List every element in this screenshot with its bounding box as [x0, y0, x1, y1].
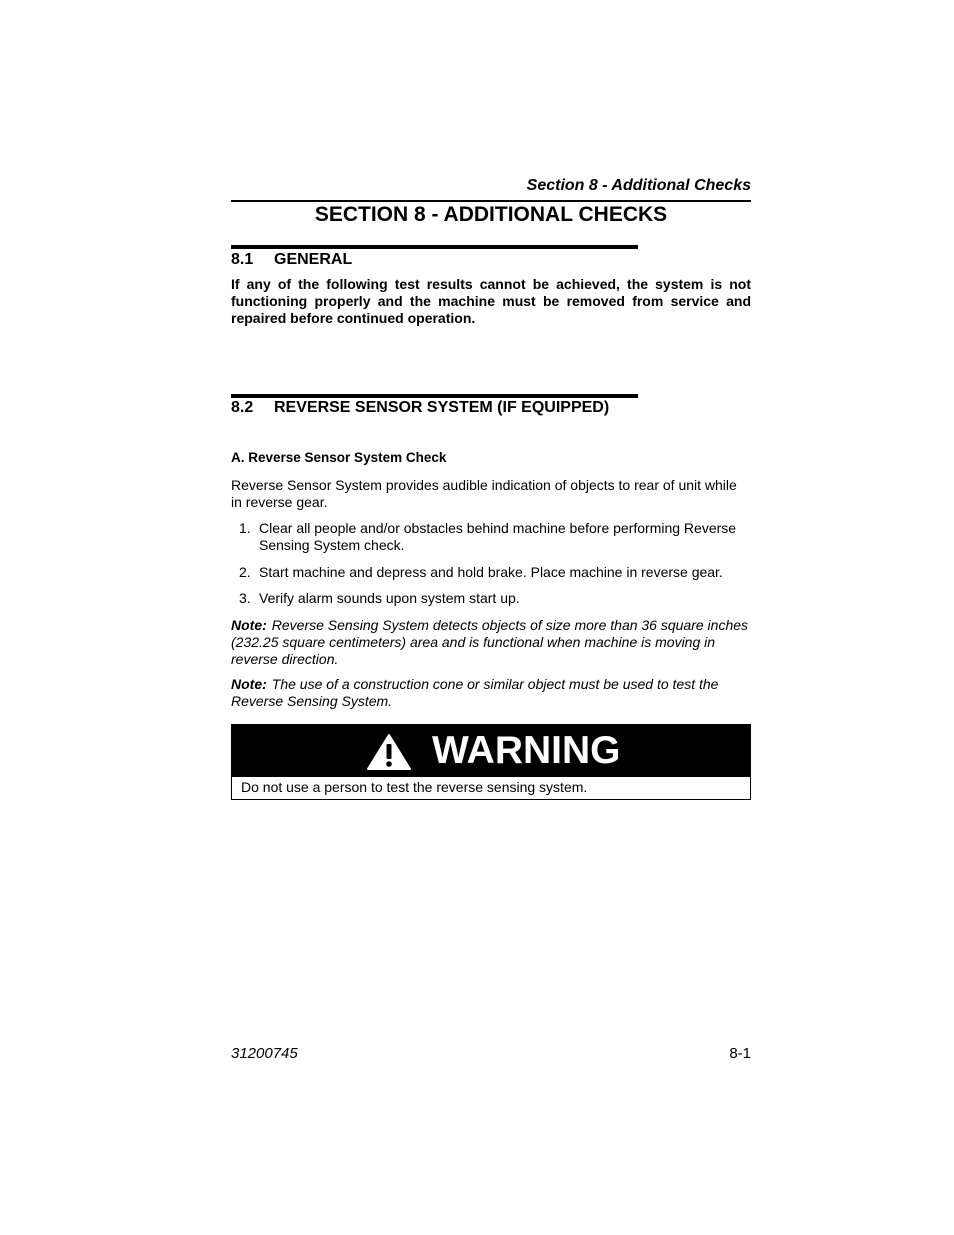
step-text: Clear all people and/or obstacles behind machine before performing Reverse Sensing System check. [259, 520, 737, 553]
warning-message: Do not use a person to test the reverse sensing system. [241, 779, 588, 795]
note-text: Reverse Sensing System detects objects of size more than 36 square inches (232.25 square centimeters) area and is functional when machine is moving in reverse direction. [231, 617, 749, 667]
step-text: Start machine and depress and hold brake. Place machine in reverse gear. [259, 564, 723, 580]
warning-triangle-icon [366, 733, 412, 771]
note-1 [231, 617, 751, 668]
step-number: 1. [239, 520, 251, 536]
section-8-2-rule [231, 394, 638, 398]
section-8-1-title: GENERAL [274, 251, 353, 268]
note-2 [231, 676, 751, 710]
list-item [231, 520, 751, 554]
note-label: Note: [231, 676, 267, 692]
section-8-2-heading [231, 399, 609, 417]
section-8-2-number: 8.2 [231, 399, 254, 416]
section-8-1-heading [231, 251, 352, 269]
step-text: Verify alarm sounds upon system start up. [259, 590, 520, 606]
step-number: 3. [239, 590, 251, 606]
header-rule [231, 200, 751, 202]
warning-banner [232, 725, 750, 777]
step-number: 2. [239, 564, 251, 580]
list-item [231, 590, 751, 607]
intro-paragraph: Reverse Sensor System provides audible indication of objects to rear of unit while in reverse gear. [231, 477, 737, 510]
general-paragraph: If any of the following test results cannot be achieved, the system is not functioning properly and the machine must be removed from service and repaired before continued operation. [231, 276, 751, 326]
subsection-heading: A. Reverse Sensor System Check [231, 450, 447, 465]
list-item [231, 564, 751, 581]
footer-doc-number: 31200745 [231, 1045, 298, 1062]
warning-title: WARNING [432, 729, 621, 772]
running-header: Section 8 - Additional Checks [526, 177, 751, 194]
section-8-2-title: REVERSE SENSOR SYSTEM (IF EQUIPPED) [274, 399, 610, 416]
page-title: SECTION 8 - ADDITIONAL CHECKS [314, 203, 668, 226]
note-text: The use of a construction cone or similar object must be used to test the Reverse Sensing System. [231, 676, 719, 709]
footer-page-number: 8-1 [729, 1045, 751, 1062]
note-label: Note: [231, 617, 267, 633]
warning-box [231, 724, 751, 800]
section-8-1-rule [231, 245, 638, 249]
section-8-1-number: 8.1 [231, 251, 254, 268]
